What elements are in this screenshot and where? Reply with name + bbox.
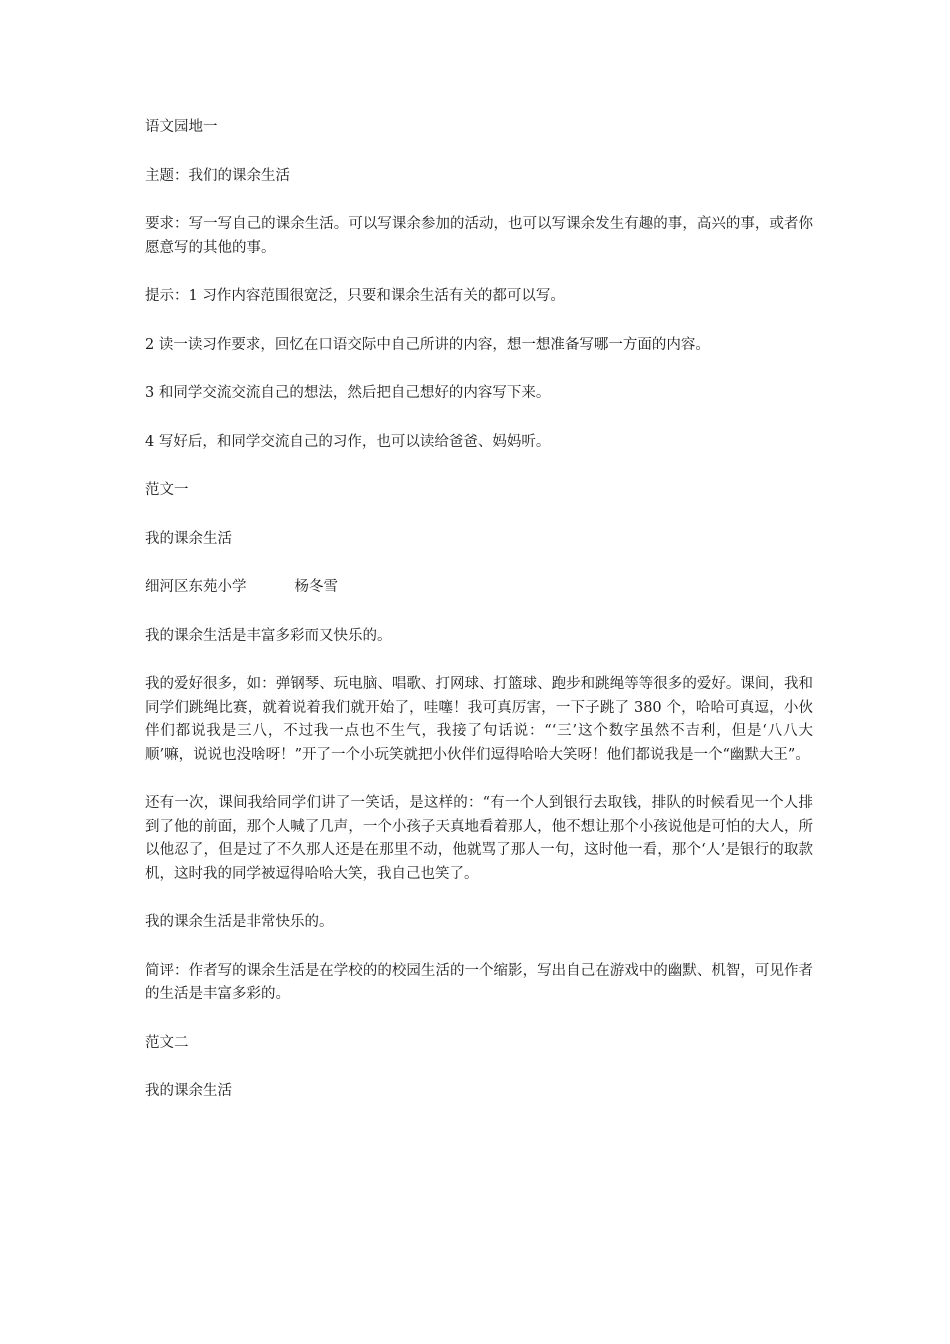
- sample1-byline: [145, 576, 813, 600]
- tip-3: 3 和同学交流交流自己的想法，然后把自己想好的内容写下来。: [145, 385, 551, 401]
- theme-line: 主题：我们的课余生活: [145, 167, 290, 184]
- sample1-paragraph: 我的课余生活是非常快乐的。: [145, 914, 334, 930]
- sample1-paragraph: 我的课余生活是丰富多彩而又快乐的。: [145, 627, 392, 644]
- tip-1: 提示：1 习作内容范围很宽泛，只要和课余生活有关的都可以写。: [145, 288, 565, 304]
- sample1-label: 范文一: [145, 482, 189, 498]
- requirement-paragraph: 要求：写一写自己的课余生活。可以写课余参加的活动，也可以写课余发生有趣的事，高兴的事，或者你愿意写的其他的事。: [145, 216, 813, 256]
- sample1-author: 杨冬雪: [294, 579, 338, 595]
- sample2-label: 范文二: [145, 1034, 189, 1051]
- sample1-paragraph: 我的爱好很多，如：弹钢琴、玩电脑、唱歌、打网球、打篮球、跑步和跳绳等等很多的爱好。课间，我和同学们跳绳比赛，就着说着我们就开始了，哇噻！我可真厉害，一下子跳了 380 个，哈哈可真逗，小伙伴们都说我是三八，不过我一点也不生气，我接了句话说：“‘三’这个数字虽然不吉利，但是‘八八大顺’嘛，说说也没啥呀！”开了一个小玩笑就把小伙伴们逗得哈哈大笑呀！他们都说我是一个“幽默大王”。: [145, 676, 813, 763]
- document-title: 语文园地一: [145, 119, 218, 135]
- tip-2: 2 读一读习作要求，回忆在口语交际中自己所讲的内容，想一想准备写哪一方面的内容。: [145, 336, 710, 353]
- document-page: [145, 116, 813, 1129]
- sample1-paragraph: 还有一次，课间我给同学们讲了一笑话，是这样的：“有一个人到银行去取钱，排队的时候看见一个人排到了他的前面，那个人喊了几声，一个小孩子天真地看着那人，他不想让那个小孩说他是可怕的大人，所以他忍了，但是过了不久那人还是在那里不动，他就骂了那人一句，这时他一看，那个‘人’是银行的取款机，这时我的同学被逗得哈哈大笑，我自己也笑了。: [145, 795, 813, 882]
- tip-4: 4 写好后，和同学交流自己的习作，也可以读给爸爸、妈妈听。: [145, 433, 551, 450]
- sample1-school: 细河区东苑小学: [145, 579, 247, 595]
- sample2-title: 我的课余生活: [145, 1083, 232, 1099]
- sample1-comment: 简评：作者写的课余生活是在学校的的校园生活的一个缩影，写出自己在游戏中的幽默、机智，可见作者的生活是丰富多彩的。: [145, 962, 813, 1002]
- sample1-title: 我的课余生活: [145, 530, 232, 547]
